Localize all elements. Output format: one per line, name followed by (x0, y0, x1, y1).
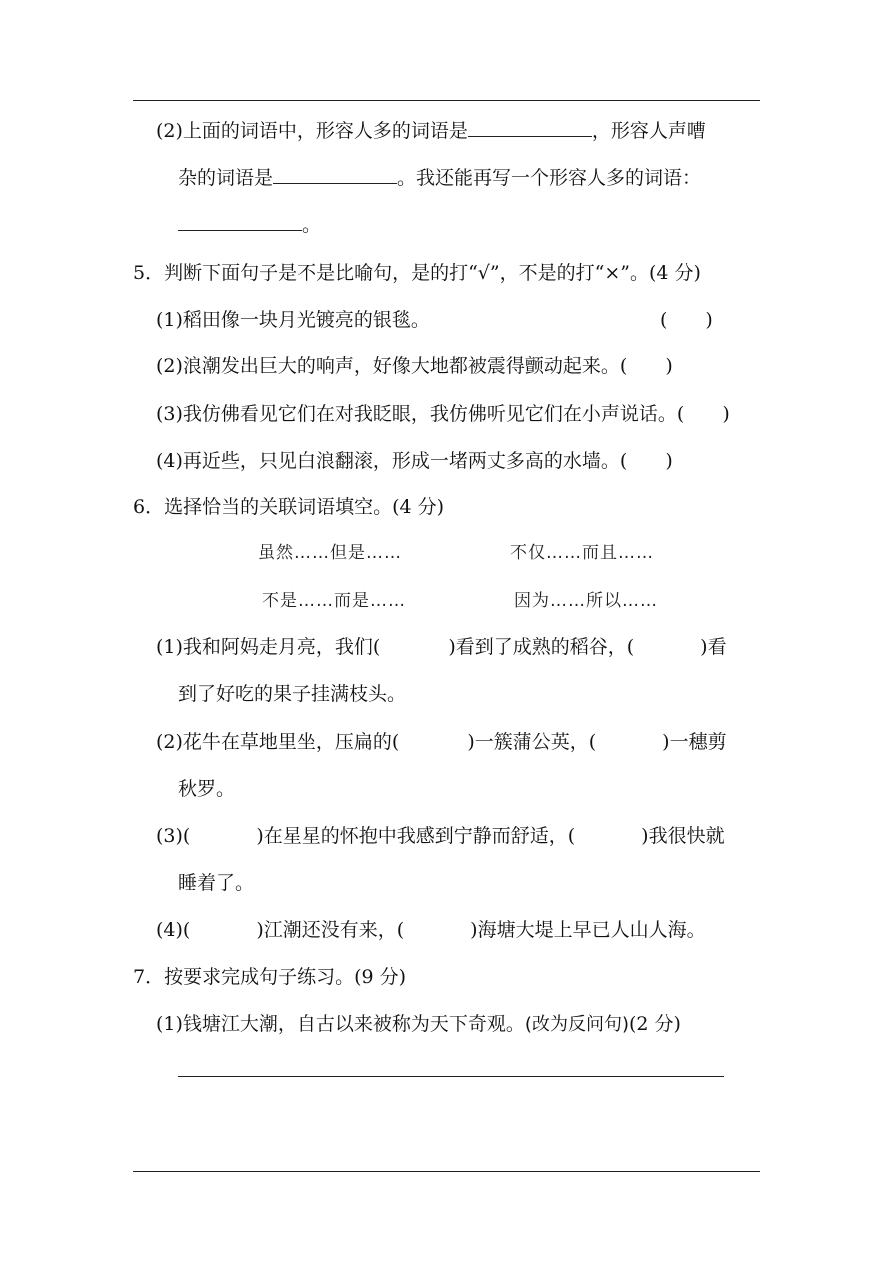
q5-item-2 (156, 353, 673, 379)
q4-item-2-text-b: ，形容人声嘈 (591, 120, 706, 142)
q5-item-2-paren[interactable]: ( ) (619, 355, 673, 377)
top-rule (133, 100, 760, 101)
q6-item-1-line-1 (156, 634, 727, 660)
q6-option-2: 不仅……而且…… (510, 543, 654, 563)
q4-item-2-line-3 (178, 212, 321, 238)
q6-item-3-line-1 (156, 823, 725, 849)
q4-item-2-line-2 (178, 165, 701, 191)
q4-item-2-text-e: 。 (302, 214, 322, 236)
q6-item-2-line-1 (156, 729, 727, 755)
q7-title: 7．按要求完成句子练习。(9 分) (133, 966, 407, 988)
q6-option-1: 虽然……但是…… (258, 543, 402, 563)
q5-item-4 (156, 448, 673, 474)
q5-item-4-text: (4)再近些，只见白浪翻滚，形成一堵两丈多高的水墙。 (156, 450, 620, 472)
q6-item-2-line-2: 秋罗。 (178, 778, 236, 800)
q5-item-3-text: (3)我仿佛看见它们在对我眨眼，我仿佛听见它们在小声说话。 (156, 403, 677, 425)
q6-option-4: 因为……所以…… (514, 591, 658, 611)
q6-item-1-line-2: 到了好吃的果子挂满枝头。 (178, 683, 407, 705)
q6-item-3-text-a: (3)( (156, 825, 191, 847)
q7-item-1-text: (1)钱塘江大潮，自古以来被称为天下奇观。 (156, 1013, 525, 1035)
q7-item-1 (156, 1011, 681, 1038)
answer-blank[interactable] (273, 165, 397, 184)
q6-item-1-text-a: (1)我和阿妈走月亮，我们( (156, 636, 381, 658)
q7-item-1-requirement: (改为反问句) (524, 1014, 629, 1035)
q5-item-3-paren[interactable]: ( ) (676, 403, 730, 425)
q5-item-4-paren[interactable]: ( ) (619, 450, 673, 472)
q6-item-1-text-b: )看到了成熟的稻谷，( (448, 636, 635, 658)
q6-title: 6．选择恰当的关联词语填空。(4 分) (133, 496, 445, 518)
q6-item-2-text-c: )一穗剪 (662, 731, 727, 753)
answer-blank[interactable] (178, 212, 302, 231)
q6-item-2-text-a: (2)花牛在草地里坐，压扁的( (156, 731, 400, 753)
q6-item-4 (156, 917, 706, 943)
q6-item-4-text-a: (4)( (156, 919, 191, 941)
q5-item-1-text: (1)稻田像一块月光镀亮的银毯。 (156, 309, 430, 331)
q4-item-2-text-a: (2)上面的词语中，形容人多的词语是 (156, 120, 468, 142)
q7-item-1-score: (2 分) (628, 1013, 681, 1035)
q4-item-2-text-c: 杂的词语是 (178, 167, 274, 189)
q6-item-4-text-b: )江潮还没有来，( (256, 919, 405, 941)
q6-option-3: 不是……而是…… (262, 591, 406, 611)
q5-title: 5．判断下面句子是不是比喻句，是的打“√”，不是的打“×”。(4 分) (133, 262, 701, 284)
q5-item-2-text: (2)浪潮发出巨大的响声，好像大地都被震得颤动起来。 (156, 355, 620, 377)
q6-item-3-line-2: 睡着了。 (178, 872, 255, 894)
answer-line[interactable] (178, 1076, 724, 1077)
q6-item-3-text-b: )在星星的怀抱中我感到宁静而舒适，( (256, 825, 576, 847)
q5-item-3 (156, 401, 730, 427)
q6-item-1-text-c: )看 (700, 636, 727, 658)
q4-item-2-text-d: 。我还能再写一个形容人多的词语： (397, 167, 702, 189)
q5-item-1-paren[interactable]: ( ) (660, 309, 713, 331)
bottom-rule (133, 1171, 760, 1172)
q6-item-4-text-c: )海塘大堤上早已人山人海。 (470, 919, 706, 941)
answer-blank[interactable] (468, 118, 592, 137)
q6-item-2-text-b: )一簇蒲公英，( (467, 731, 597, 753)
q6-item-3-text-c: )我很快就 (641, 825, 725, 847)
q4-item-2-line-1 (156, 118, 706, 144)
q5-item-1 (156, 307, 430, 333)
